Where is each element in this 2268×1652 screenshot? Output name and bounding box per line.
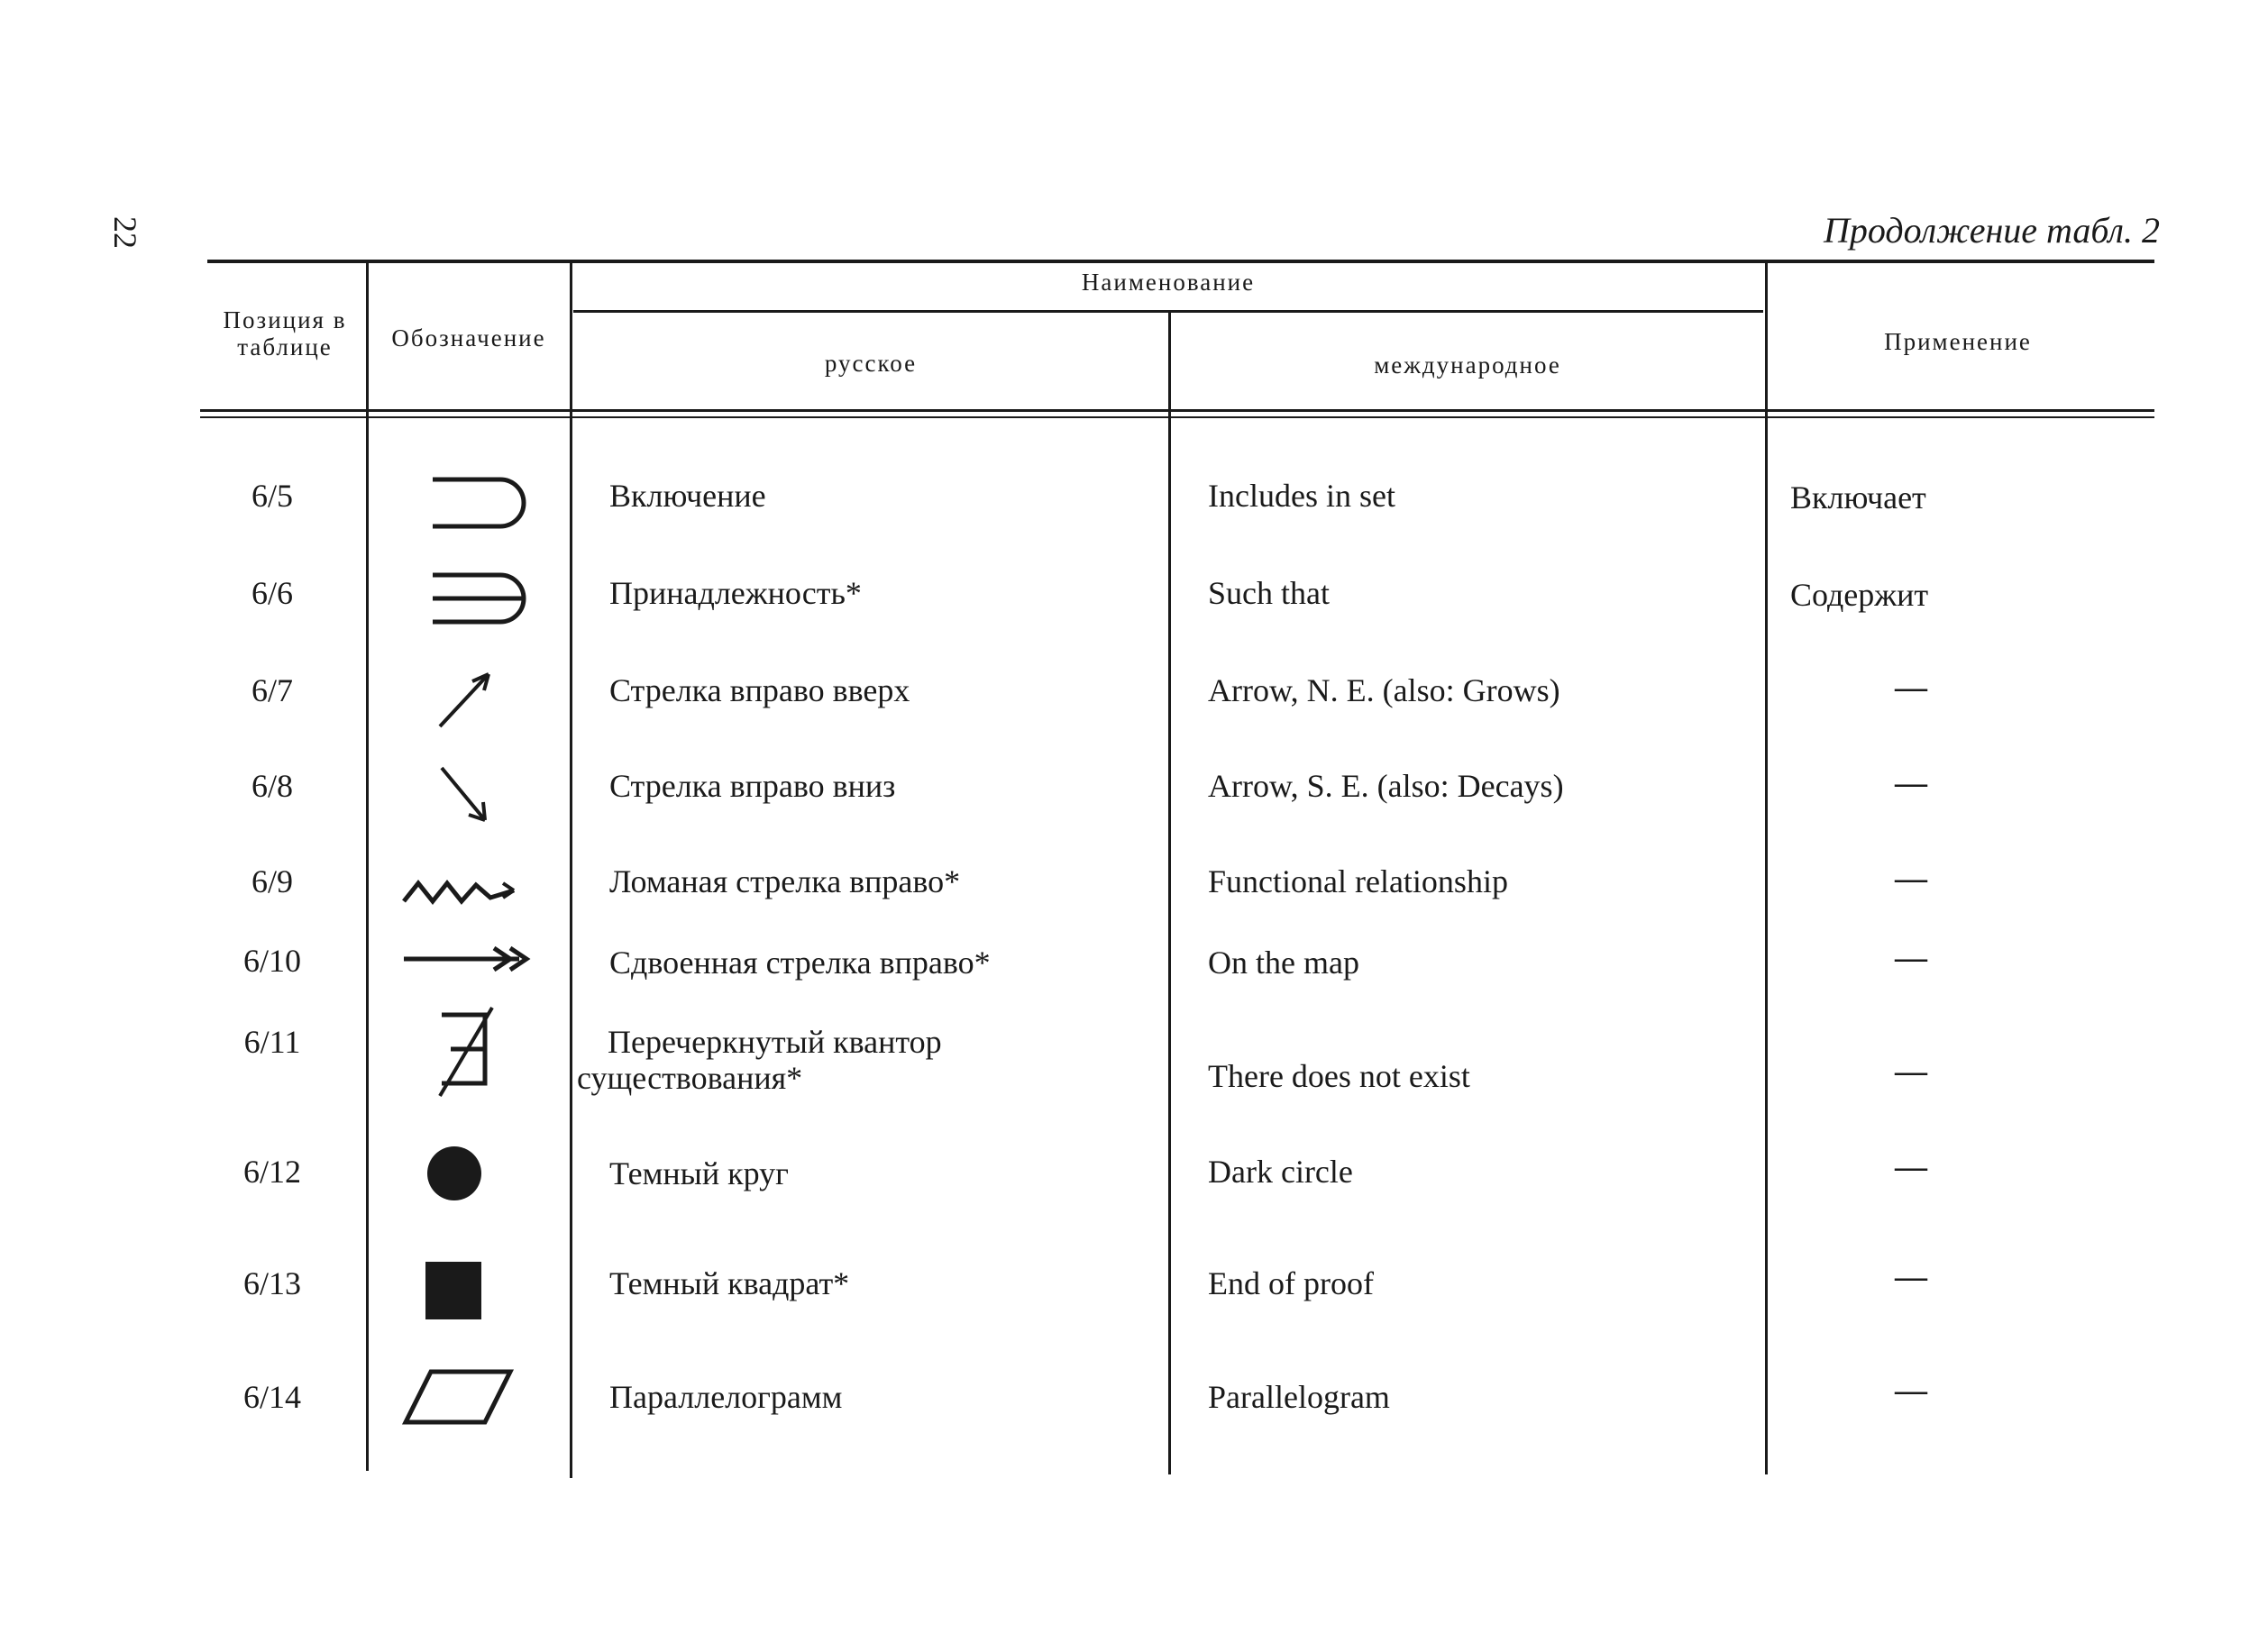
row-position: 6/8 [251, 768, 293, 804]
continuation-label: Продолжение табл. 2 [1823, 210, 2160, 251]
row-position: 6/12 [242, 1154, 301, 1190]
row-international-name: Includes in set [1208, 478, 1395, 514]
row-application: — [1895, 1053, 1927, 1089]
row-application: Включает [1790, 479, 1926, 516]
dark-square-icon [379, 1255, 559, 1327]
row-russian-name: Включение [609, 478, 766, 514]
column-divider-4 [1765, 261, 1768, 1474]
zigzag-arrow-icon [379, 854, 559, 926]
row-application: — [1895, 764, 1927, 800]
header-designation: Обозначение [391, 324, 546, 351]
row-position: 6/9 [251, 863, 293, 899]
column-divider-2 [570, 261, 572, 1478]
header-position: Позиция в таблице [223, 306, 347, 361]
arrow-southeast-icon [379, 759, 559, 831]
double-arrow-right-icon [379, 923, 559, 995]
header-application: Применение [1884, 328, 2032, 355]
contains-as-member-icon [379, 562, 559, 634]
row-russian-name: Параллелограмм [609, 1379, 843, 1415]
row-international-name: End of proof [1208, 1265, 1374, 1301]
row-application: — [1895, 1148, 1927, 1184]
row-position: 6/10 [242, 943, 301, 979]
superset-icon [379, 467, 559, 539]
column-divider-1 [366, 261, 369, 1471]
row-russian-name: Перечеркнутый квантор существования* [577, 1024, 942, 1096]
row-position: 6/6 [251, 575, 293, 611]
row-international-name: Arrow, N. E. (also: Grows) [1208, 672, 1560, 708]
row-position: 6/5 [251, 478, 293, 514]
row-international-name: Functional relationship [1208, 863, 1508, 899]
row-application: Содержит [1790, 577, 1929, 613]
row-application: — [1895, 669, 1927, 705]
row-international-name: Arrow, S. E. (also: Decays) [1208, 768, 1564, 804]
row-international-name: On the map [1208, 945, 1359, 981]
dark-circle-icon [379, 1137, 559, 1209]
row-international-name: Dark circle [1208, 1154, 1353, 1190]
row-position: 6/11 [243, 1024, 301, 1060]
arrow-northeast-icon [379, 663, 559, 735]
header-bottom-rule-2 [200, 416, 2154, 418]
row-russian-name: Стрелка вправо вниз [609, 768, 896, 804]
row-russian-name: Сдвоенная стрелка вправо* [609, 945, 991, 981]
row-russian-name: Принадлежность* [609, 575, 862, 611]
header-international: международное [1374, 351, 1561, 379]
row-international-name: Parallelogram [1208, 1379, 1390, 1415]
row-russian-name: Стрелка вправо вверх [609, 672, 910, 708]
page-number: 22 [107, 216, 143, 249]
row-russian-name: Ломаная стрелка вправо* [609, 863, 961, 899]
row-application: — [1895, 939, 1927, 975]
column-divider-3 [1168, 312, 1171, 1474]
header-name: Наименование [1081, 269, 1256, 296]
header-bottom-rule-1 [200, 409, 2154, 412]
row-russian-name: Темный квадрат* [609, 1265, 850, 1301]
row-application: — [1895, 1258, 1927, 1294]
row-position: 6/13 [242, 1265, 301, 1301]
row-application: — [1895, 860, 1927, 896]
row-russian-name: Темный круг [609, 1155, 789, 1191]
row-position: 6/14 [242, 1379, 301, 1415]
not-exists-icon [379, 1002, 559, 1101]
row-position: 6/7 [251, 672, 293, 708]
row-application: — [1895, 1372, 1927, 1408]
row-international-name: There does not exist [1208, 1058, 1470, 1094]
header-russian: русское [824, 350, 918, 377]
table-top-rule [207, 260, 2154, 263]
row-international-name: Such that [1208, 575, 1330, 611]
parallelogram-icon [379, 1361, 559, 1433]
